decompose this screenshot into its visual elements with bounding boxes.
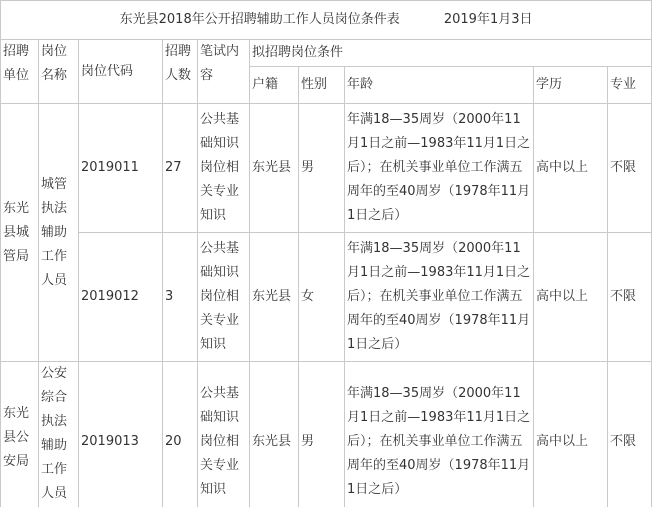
cell-count: 20 [163,362,198,507]
header-count: 招聘人数 [163,40,198,104]
cell-gender: 男 [299,104,345,233]
header-education: 学历 [534,67,608,104]
title-row [1,1,652,40]
cell-position-code: 2019012 [79,233,163,362]
header-gender: 性别 [299,67,345,104]
cell-position-code: 2019013 [79,362,163,507]
cell-position-name: 公安综合执法辅助工作人员 [39,362,79,507]
table-title: 东光县2018年公开招聘辅助工作人员岗位条件表 [119,12,400,27]
cell-count: 27 [163,104,198,233]
cell-exam: 公共基础知识岗位相关专业知识 [198,233,250,362]
header-major: 专业 [608,67,652,104]
cell-major: 不限 [608,362,652,507]
cell-education: 高中以上 [534,104,608,233]
table-title-cell [1,1,652,40]
cell-hukou: 东光县 [250,104,299,233]
header-exam: 笔试内容 [198,40,250,104]
cell-major: 不限 [608,104,652,233]
table-row [1,104,652,233]
cell-unit: 东光县公安局 [1,362,39,507]
cell-hukou: 东光县 [250,362,299,507]
header-position-name: 岗位名称 [39,40,79,104]
cell-age: 年满18—35周岁（2000年11月1日之前—1983年11月1日之后）；在机关事业单位工作满五周年的至40周岁（1978年11月1日之后） [345,362,534,507]
cell-gender: 女 [299,233,345,362]
cell-unit: 东光县城管局 [1,104,39,362]
cell-position-code: 2019011 [79,104,163,233]
table-row [1,233,652,362]
header-row [1,40,652,67]
cell-position-name: 城管执法辅助工作人员 [39,104,79,362]
table-row [1,362,652,507]
header-unit: 招聘单位 [1,40,39,104]
header-age: 年龄 [345,67,534,104]
cell-age: 年满18—35周岁（2000年11月1日之前—1983年11月1日之后）；在机关事业单位工作满五周年的至40周岁（1978年11月1日之后） [345,233,534,362]
cell-count: 3 [163,233,198,362]
cell-education: 高中以上 [534,362,608,507]
cell-hukou: 东光县 [250,233,299,362]
header-hukou: 户籍 [250,67,299,104]
table-date: 2019年1月3日 [443,12,533,27]
cell-gender: 男 [299,362,345,507]
cell-exam: 公共基础知识岗位相关专业知识 [198,104,250,233]
cell-age: 年满18—35周岁（2000年11月1日之前—1983年11月1日之后）；在机关事业单位工作满五周年的至40周岁（1978年11月1日之后） [345,104,534,233]
header-conditions: 拟招聘岗位条件 [250,40,652,67]
cell-major: 不限 [608,233,652,362]
cell-education: 高中以上 [534,233,608,362]
cell-exam: 公共基础知识岗位相关专业知识 [198,362,250,507]
header-position-code: 岗位代码 [79,40,163,104]
